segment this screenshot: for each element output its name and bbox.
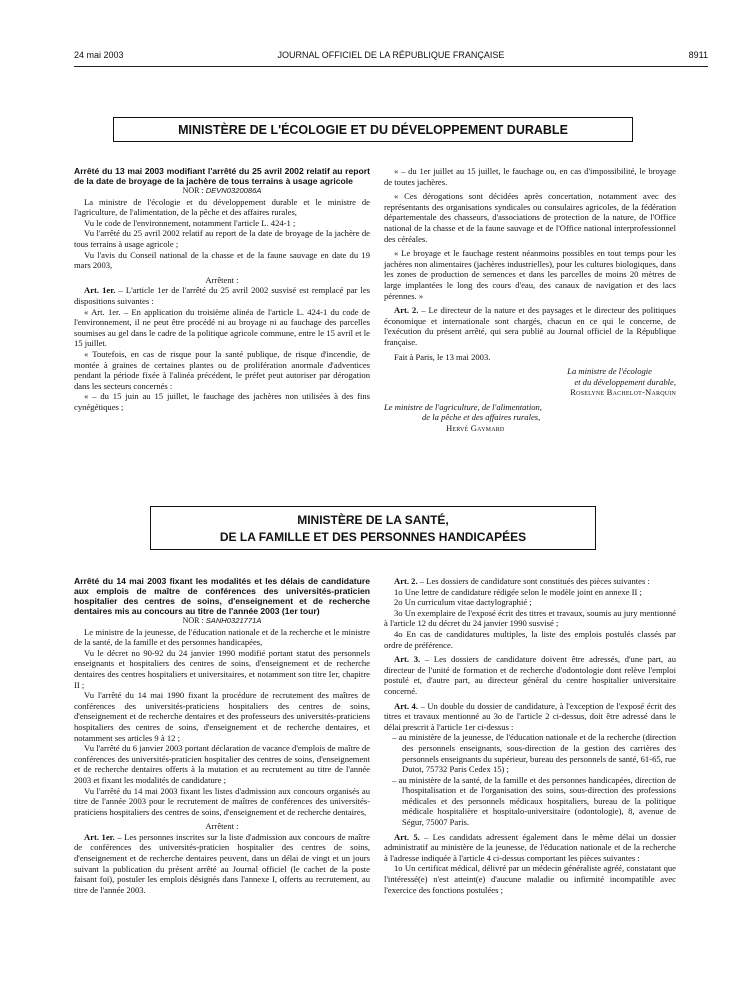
section2-right-column xyxy=(384,576,676,895)
section1-right-column xyxy=(384,166,676,434)
article-text: – Les candidats adressent également dans le même délai un dossier administratif au ministère de la jeunesse, de l'éducation nationale et de la recherche à l'adresse indiquée à l'article 4 ci-dessus comportant les pièces suivantes : xyxy=(384,831,677,863)
paragraph: Vu l'arrêté du 14 mai 2003 fixant les listes d'admission aux concours organisés au titre de l'année 2003 pour le recrutement de maîtres de conférences des universités-praticiens hospitaliers des centres de soins, d'enseignement et de recherche dentaires, xyxy=(74,785,370,817)
list-item: 1o Une lettre de candidature rédigée selon le modèle joint en annexe II ; xyxy=(394,586,642,597)
arretent-heading: Arrêtent : xyxy=(205,821,239,832)
article-text: – Les dossiers de candidature doivent être adressés, d'une part, au directeur de l'unité de formation et de recherche d'odontologie dont relève l'emploi postulé et, d'autre part, au directeur général du centre hospitalier universitaire concerné. xyxy=(384,654,676,696)
list-item: 3o Un exemplaire de l'exposé écrit des titres et travaux, soumis au jury mentionné à l'article 12 du décret du 24 janvier 1990 susvisé ; xyxy=(384,607,676,629)
paragraph: Le ministre de la jeunesse, de l'éducation nationale et de la recherche et le ministre de la santé, de la famille et des personnes handicapées, xyxy=(74,626,370,648)
address-item: – au ministère de la santé, de la famille et des personnes handicapées, direction de l'hospitalisation et de l'organisation des soins, sous-direction des professions médicales et des personnels médicaux hospitaliers, bureau de la politique médicale hospitalière et hospitalo-universitaire (odontologie), 8, avenue de Ségur, 75007 Paris. xyxy=(392,774,676,828)
article-text: – Les personnes inscrites sur la liste d'admission aux concours de maître de conférences des universités-praticien hospitalier des centres de soins, d'enseignement et de recherche dentaires peuvent, dans un délai de vingt et un jours suivant la publication du présent arrêté au Journal officiel (le cachet de la poste faisant foi), postuler les emplois désignés dans l'annexe I, offerts au recrutement, au titre de l'année 2003. xyxy=(74,831,370,895)
signatory-title: de la pêche et des affaires rurales, xyxy=(422,412,541,423)
nor-reference xyxy=(74,616,370,627)
section2-left-column xyxy=(74,576,370,895)
paragraph: Vu l'arrêté du 6 janvier 2003 portant déclaration de vacance d'emplois de maître de conférences des universités-praticien hospitalier des centres de soins, d'enseignement et de recherche dentaires offerts à la mutation et au recrutement au titre de l'année 2003 et fixant les modalités de candidature ; xyxy=(74,743,370,785)
list-item: 2o Un curriculum vitae dactylographié ; xyxy=(394,597,532,608)
article-label: Art. 5. xyxy=(394,831,420,842)
decree-title: Arrêté du 14 mai 2003 fixant les modalités et les délais de candidature aux emplois de maître de conférences des universités-praticien hospitalier des centres de soins, d'enseignement et de recherche dentaires mis au concours au titre de l'année 2003 (1er tour) xyxy=(74,576,370,616)
signatory-title: La ministre de l'écologie xyxy=(567,366,652,377)
nor-reference xyxy=(74,186,370,197)
nor-label: NOR : xyxy=(182,616,204,625)
paragraph: Vu l'arrêté du 14 mai 1990 fixant la procédure de recrutement des maîtres de conférences des universités-praticiens hospitaliers des centres de soins, d'enseignement et de recherche dentaires et des professeurs des universités-praticiens hospitaliers des centres de soins, d'enseignement et de recherche dentaires, et notamment ses articles 9 à 12 ; xyxy=(74,690,370,743)
quoted-paragraph: « Art. 1er. – En application du troisième alinéa de l'article L. 424-1 du code de l'environnement, il ne peut être procédé ni au broyage ni au fauchage des parcelles soumises au gel dans le cadre de la politique agricole commune, entre le 15 avril et le 15 juillet. xyxy=(74,306,370,349)
article-label: Art. 2. xyxy=(394,305,419,316)
decree-title: Arrêté du 13 mai 2003 modifiant l'arrêté du 25 avril 2002 relatif au report de la date de broyage de la jachère de tous terrains à usage agricole xyxy=(74,166,370,186)
address-item: – au ministère de la jeunesse, de l'éducation nationale et de la recherche (direction des personnels enseignants, sous-direction de la gestion des carrières des personnels enseignants du supérieur, bureau des personnels de santé, 61-65, rue Dutot, 75732 Paris Cedex 15) ; xyxy=(392,732,676,775)
page-number: 8911 xyxy=(688,50,708,60)
quoted-paragraph: « Le broyage et le fauchage restent néanmoins possibles en tout temps pour les jachères non alimentaires (jachères industrielles), pour les cultures biologiques, dans les zones de production de semences et dans les parcelles de moins 20 mètres de large implantées le long des cours d'eau, des canaux de navigation et des lacs pérennes. » xyxy=(384,248,676,301)
article-text: – Un double du dossier de candidature, à l'exception de l'exposé écrit des titres et travaux mentionné au 3o de l'article 2 ci-dessus, doit être adressé dans le délai prescrit à l'article 1er ci-dessus : xyxy=(384,700,676,732)
article-text: – Le directeur de la nature et des paysages et le directeur des politiques économique et internationale sont chargés, chacun en ce qui le concerne, de l'exécution du présent arrêté, qui sera publié au Journal officiel de la République française. xyxy=(384,305,677,347)
quoted-paragraph: « Ces dérogations sont décidées après concertation, notamment avec des représentants des organisations syndicales ou consulaires agricoles, de la fédération départementale des chasseurs, d'associations de protection de la nature, de l'Office national de la chasse et de la faune sauvage et de l'Office national interprofessionnel des céréales. xyxy=(384,191,676,244)
ministry-title-line2: DE LA FAMILLE ET DES PERSONNES HANDICAPÉES xyxy=(219,530,527,544)
article-label: Art. 2. xyxy=(394,576,418,586)
article-1 xyxy=(74,285,370,306)
nor-code: SANH0321771A xyxy=(205,616,262,625)
article-label: Art. 1er. xyxy=(84,285,116,296)
signatory-title: et du développement durable, xyxy=(574,376,676,387)
list-item: 4o En cas de candidatures multiples, la liste des emplois postulés classés par ordre de préférence. xyxy=(384,628,676,650)
article-4 xyxy=(384,701,676,733)
nor-label: NOR : xyxy=(182,186,204,195)
article-5 xyxy=(384,832,676,864)
article-text: – Les dossiers de candidature sont constitués des pièces suivantes : xyxy=(417,576,650,586)
arretent-heading: Arrêtent : xyxy=(205,274,239,285)
signatory-name: Roselyne Bachelot-Narquin xyxy=(570,387,676,398)
list-item: 1o Un certificat médical, délivré par un médecin généraliste agréé, constatant que l'intéressé(e) n'est atteint(e) d'aucune maladie ou infirmité incompatible avec l'exercice des fonctions postulées ; xyxy=(384,863,676,895)
article-label: Art. 4. xyxy=(394,700,418,711)
paragraph: Vu le code de l'environnement, notamment l'article L. 424-1 ; xyxy=(84,217,296,228)
nor-code: DEVN0320086A xyxy=(205,186,262,195)
signatory-name: Hervé Gaymard xyxy=(446,423,505,434)
paragraph: Vu le décret no 90-92 du 24 janvier 1990 modifié portant statut des personnels enseignants et hospitaliers des centres de soins, d'enseignement et de recherche dentaires des centres hospitaliers et universitaires, et notamment son titre Ier, chapitre II ; xyxy=(74,647,370,690)
fait-line: Fait à Paris, le 13 mai 2003. xyxy=(394,351,491,362)
paragraph: Vu l'avis du Conseil national de la chasse et de la faune sauvage en date du 19 mars 2003, xyxy=(74,249,370,271)
ministry-box-ecologie xyxy=(113,117,633,142)
running-head xyxy=(74,50,708,64)
article-2 xyxy=(384,305,676,347)
quoted-paragraph: « – du 1er juillet au 15 juillet, le fauchage ou, en cas d'impossibilité, le broyage de toutes jachères. xyxy=(384,166,676,187)
journal-title: JOURNAL OFFICIEL DE LA RÉPUBLIQUE FRANÇAISE xyxy=(277,50,505,60)
article-2 xyxy=(384,576,676,587)
paragraph: Vu l'arrêté du 25 avril 2002 relatif au report de la date de broyage de la jachère de tous terrains à usage agricole ; xyxy=(74,228,370,249)
article-label: Art. 1er. xyxy=(84,831,115,842)
article-1 xyxy=(74,832,370,896)
paragraph: La ministre de l'écologie et du développement durable et le ministre de l'agriculture, de l'alimentation, de la pêche et des affaires rurales, xyxy=(74,196,370,218)
ministry-box-sante xyxy=(150,506,596,550)
issue-date: 24 mai 2003 xyxy=(74,50,124,60)
article-3 xyxy=(384,654,676,696)
signatory-title: Le ministre de l'agriculture, de l'alimentation, xyxy=(384,401,542,412)
section1-left-column xyxy=(74,166,370,412)
ministry-title-line1: MINISTÈRE DE LA SANTÉ, xyxy=(297,513,449,527)
ministry-title: MINISTÈRE DE L'ÉCOLOGIE ET DU DÉVELOPPEMENT DURABLE xyxy=(178,123,568,137)
quoted-paragraph: « – du 15 juin au 15 juillet, le fauchage des jachères non utilisées à des fins cynégétiques ; xyxy=(74,391,370,412)
article-label: Art. 3. xyxy=(394,654,421,665)
article-text: – L'article 1er de l'arrêté du 25 avril 2002 susvisé est remplacé par les dispositions suivantes : xyxy=(74,285,370,306)
quoted-paragraph: « Toutefois, en cas de risque pour la santé publique, de risque d'incendie, de montée à graines de certaines plantes ou de prolifération anormale d'adventices pendant la période fixée à l'alinéa précédent, le préfet peut autoriser par dérogation dans les secteurs concernés : xyxy=(74,348,370,391)
header-rule xyxy=(74,66,708,67)
